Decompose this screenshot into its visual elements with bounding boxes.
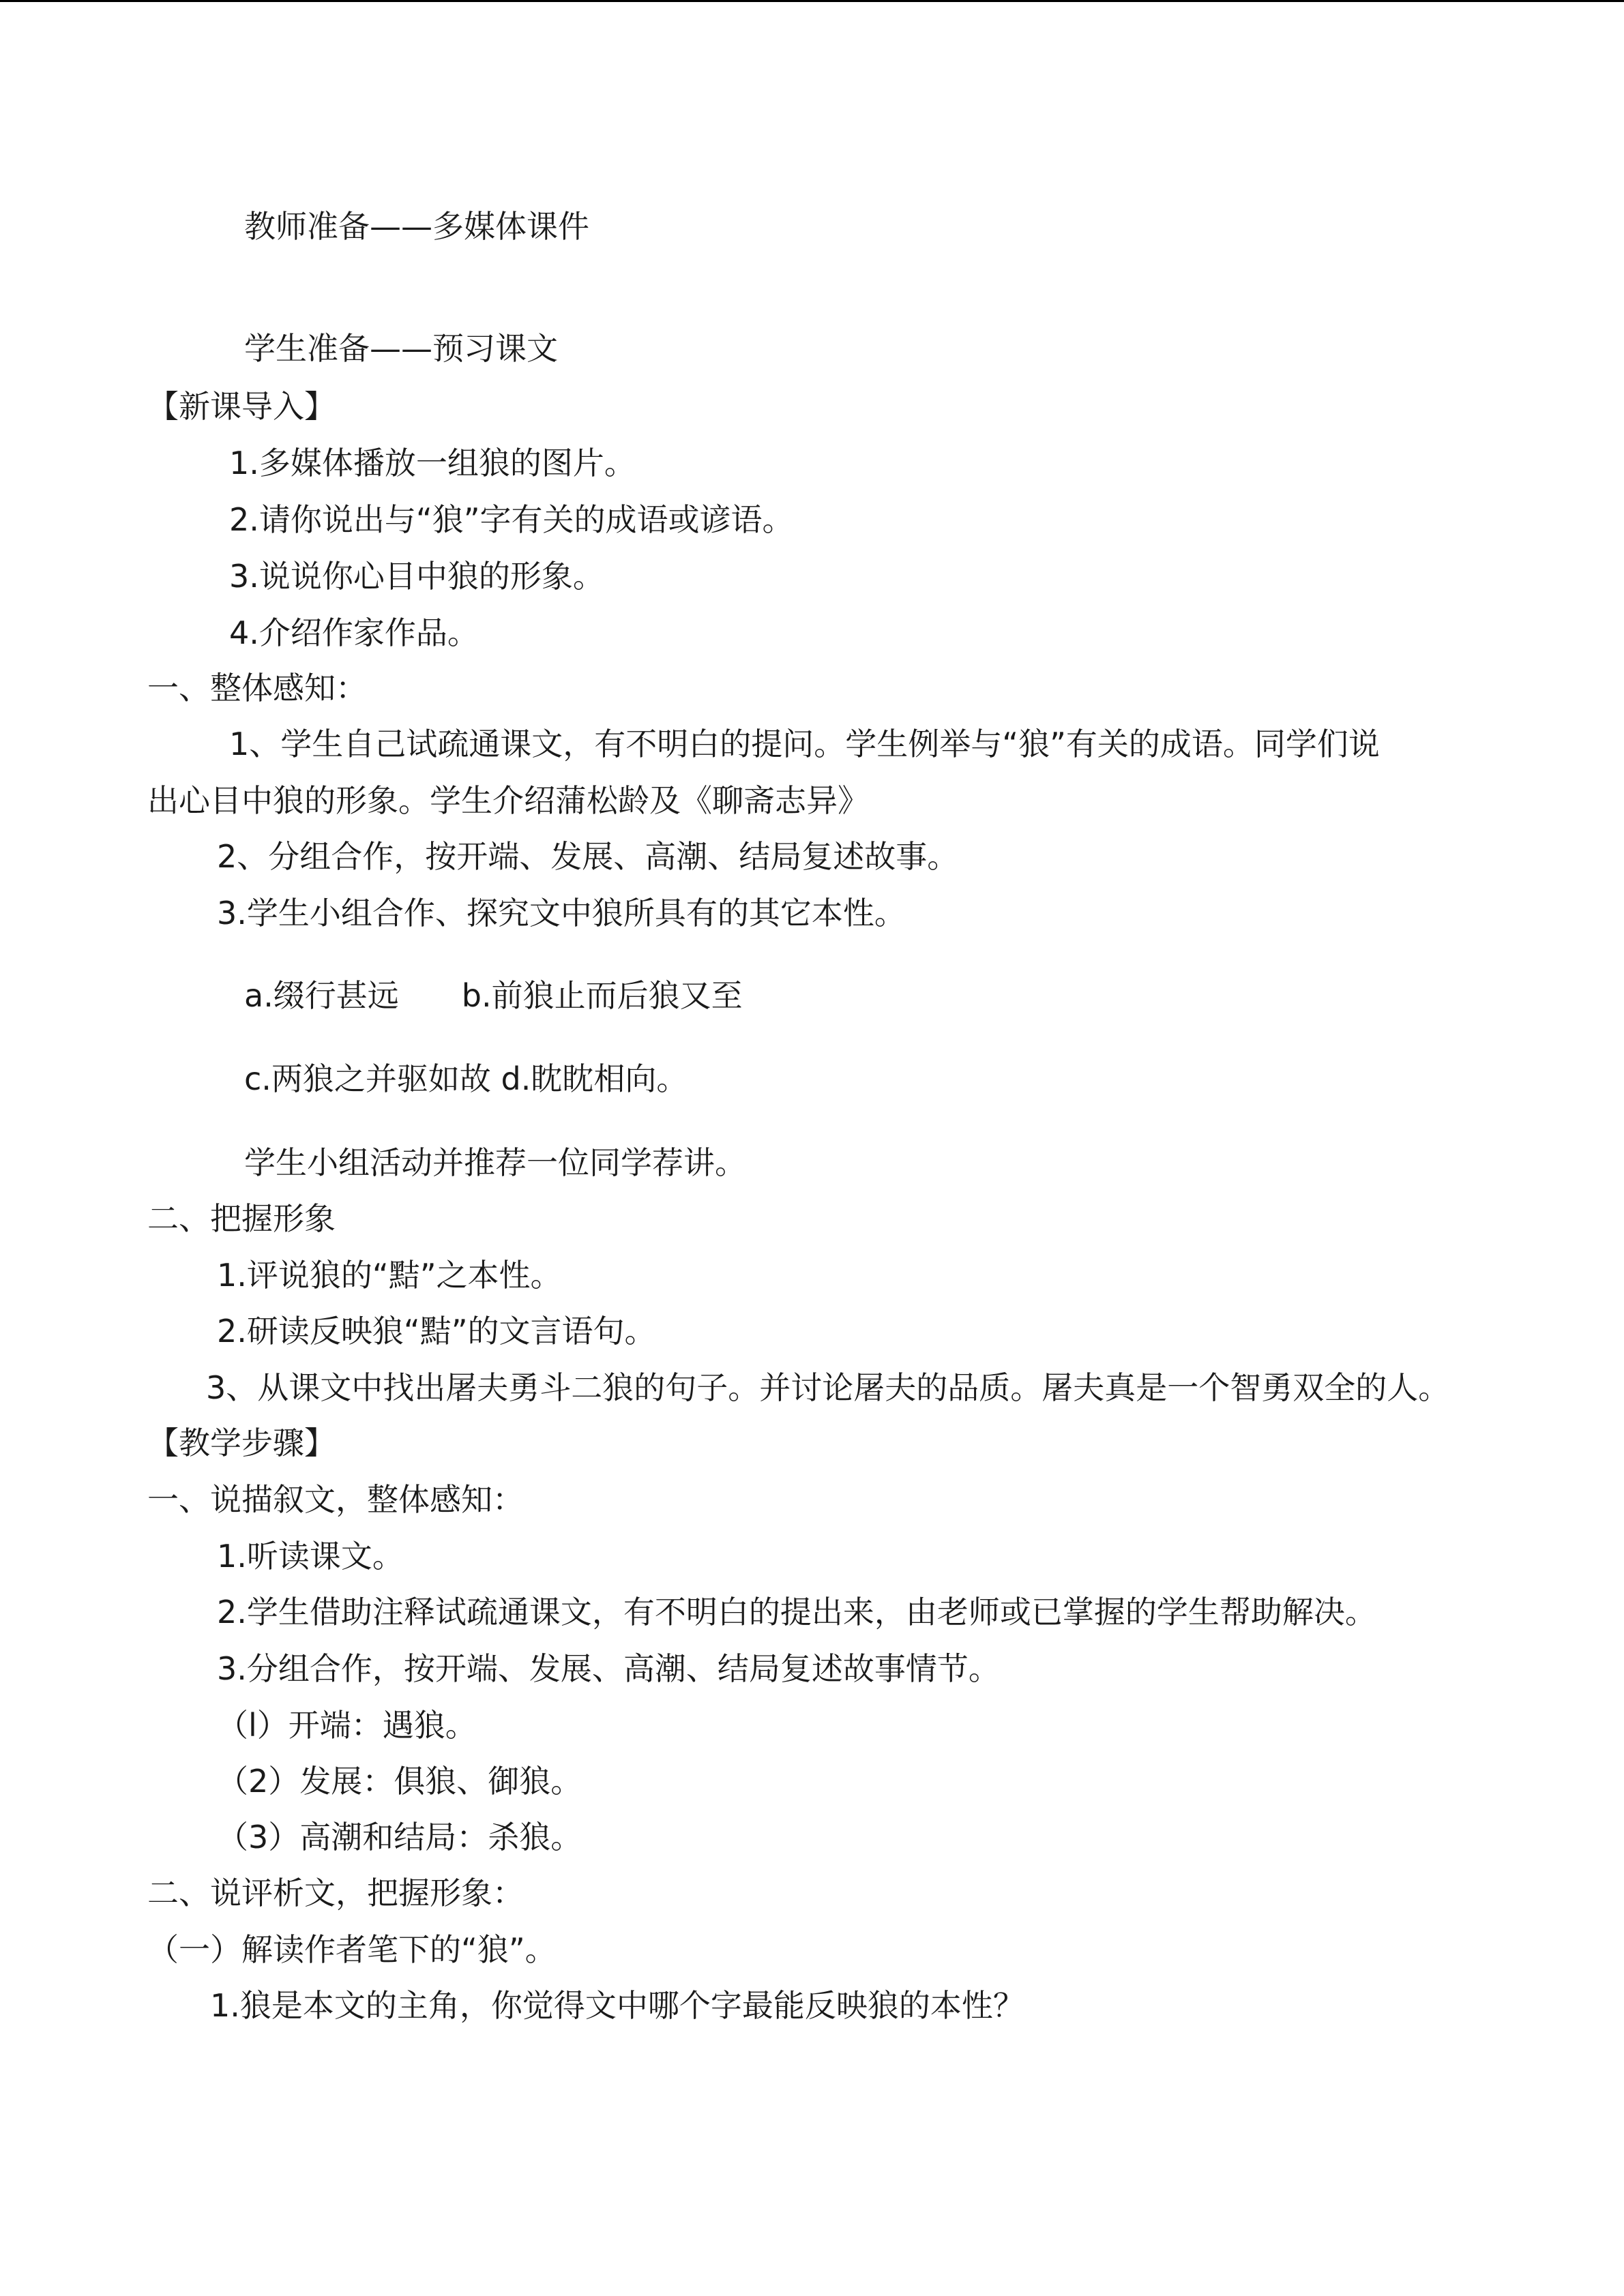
plot-development: （2）发展：俱狼、御狼。 — [217, 1763, 582, 1800]
heading-grasp-image: 二、把握形象 — [147, 1200, 336, 1237]
heading-describe-text: 一、说描叙文，整体感知： — [147, 1481, 524, 1518]
perception-item-3: 3.学生小组合作、探究文中狼所具有的其它本性。 — [217, 895, 906, 931]
perception-item-1-cont: 出心目中狼的形象。学生介绍蒲松龄及《聊斋志异》 — [147, 782, 869, 819]
step-item-3: 3.分组合作，按开端、发展、高潮、结局复述故事情节。 — [217, 1650, 1000, 1687]
heading-analyze-text: 二、说评析文，把握形象： — [147, 1875, 524, 1911]
example-c-d: c.两狼之并驱如故 d.眈眈相向。 — [244, 1060, 688, 1097]
prep-student: 学生准备——预习课文 — [244, 330, 558, 367]
plot-climax-ending: （3）高潮和结局：杀狼。 — [217, 1819, 582, 1855]
heading-overall-perception: 一、整体感知： — [147, 670, 367, 706]
section-heading-intro: 【新课导入】 — [147, 388, 336, 425]
intro-item-1: 1.多媒体播放一组狼的图片。 — [229, 445, 636, 481]
grasp-item-2: 2.研读反映狼“黠”的文言语句。 — [217, 1313, 656, 1350]
intro-item-2: 2.请你说出与“狼”字有关的成语或谚语。 — [229, 501, 794, 538]
step-item-2: 2.学生借助注释试疏通课文，有不明白的提出来，由老师或已掌握的学生帮助解决。 — [217, 1594, 1376, 1630]
perception-item-1: 1、学生自己试疏通课文，有不明白的提问。学生例举与“狼”有关的成语。同学们说 — [229, 726, 1380, 762]
perception-item-2: 2、分组合作，按开端、发展、高潮、结局复述故事。 — [217, 838, 959, 875]
section-heading-steps: 【教学步骤】 — [147, 1425, 336, 1461]
example-a-b: a.缀行甚远 b.前狼止而后狼又至 — [244, 977, 743, 1014]
prep-teacher: 教师准备——多媒体课件 — [244, 208, 589, 245]
step-item-1: 1.听读课文。 — [217, 1538, 404, 1575]
grasp-item-3: 3、从课文中找出屠夫勇斗二狼的句子。并讨论屠夫的品质。屠夫真是一个智勇双全的人。 — [206, 1369, 1450, 1406]
grasp-item-1: 1.评说狼的“黠”之本性。 — [217, 1257, 562, 1294]
intro-item-3: 3.说说你心目中狼的形象。 — [229, 558, 604, 595]
group-activity: 学生小组活动并推荐一位同学荐讲。 — [244, 1144, 746, 1181]
subheading-interpret-wolf: （一）解读作者笔下的“狼”。 — [147, 1931, 557, 1968]
question-1: 1.狼是本文的主角，你觉得文中哪个字最能反映狼的本性？ — [210, 1987, 1024, 2024]
plot-beginning: （l）开端：遇狼。 — [217, 1707, 477, 1744]
intro-item-4: 4.介绍作家作品。 — [229, 614, 479, 651]
